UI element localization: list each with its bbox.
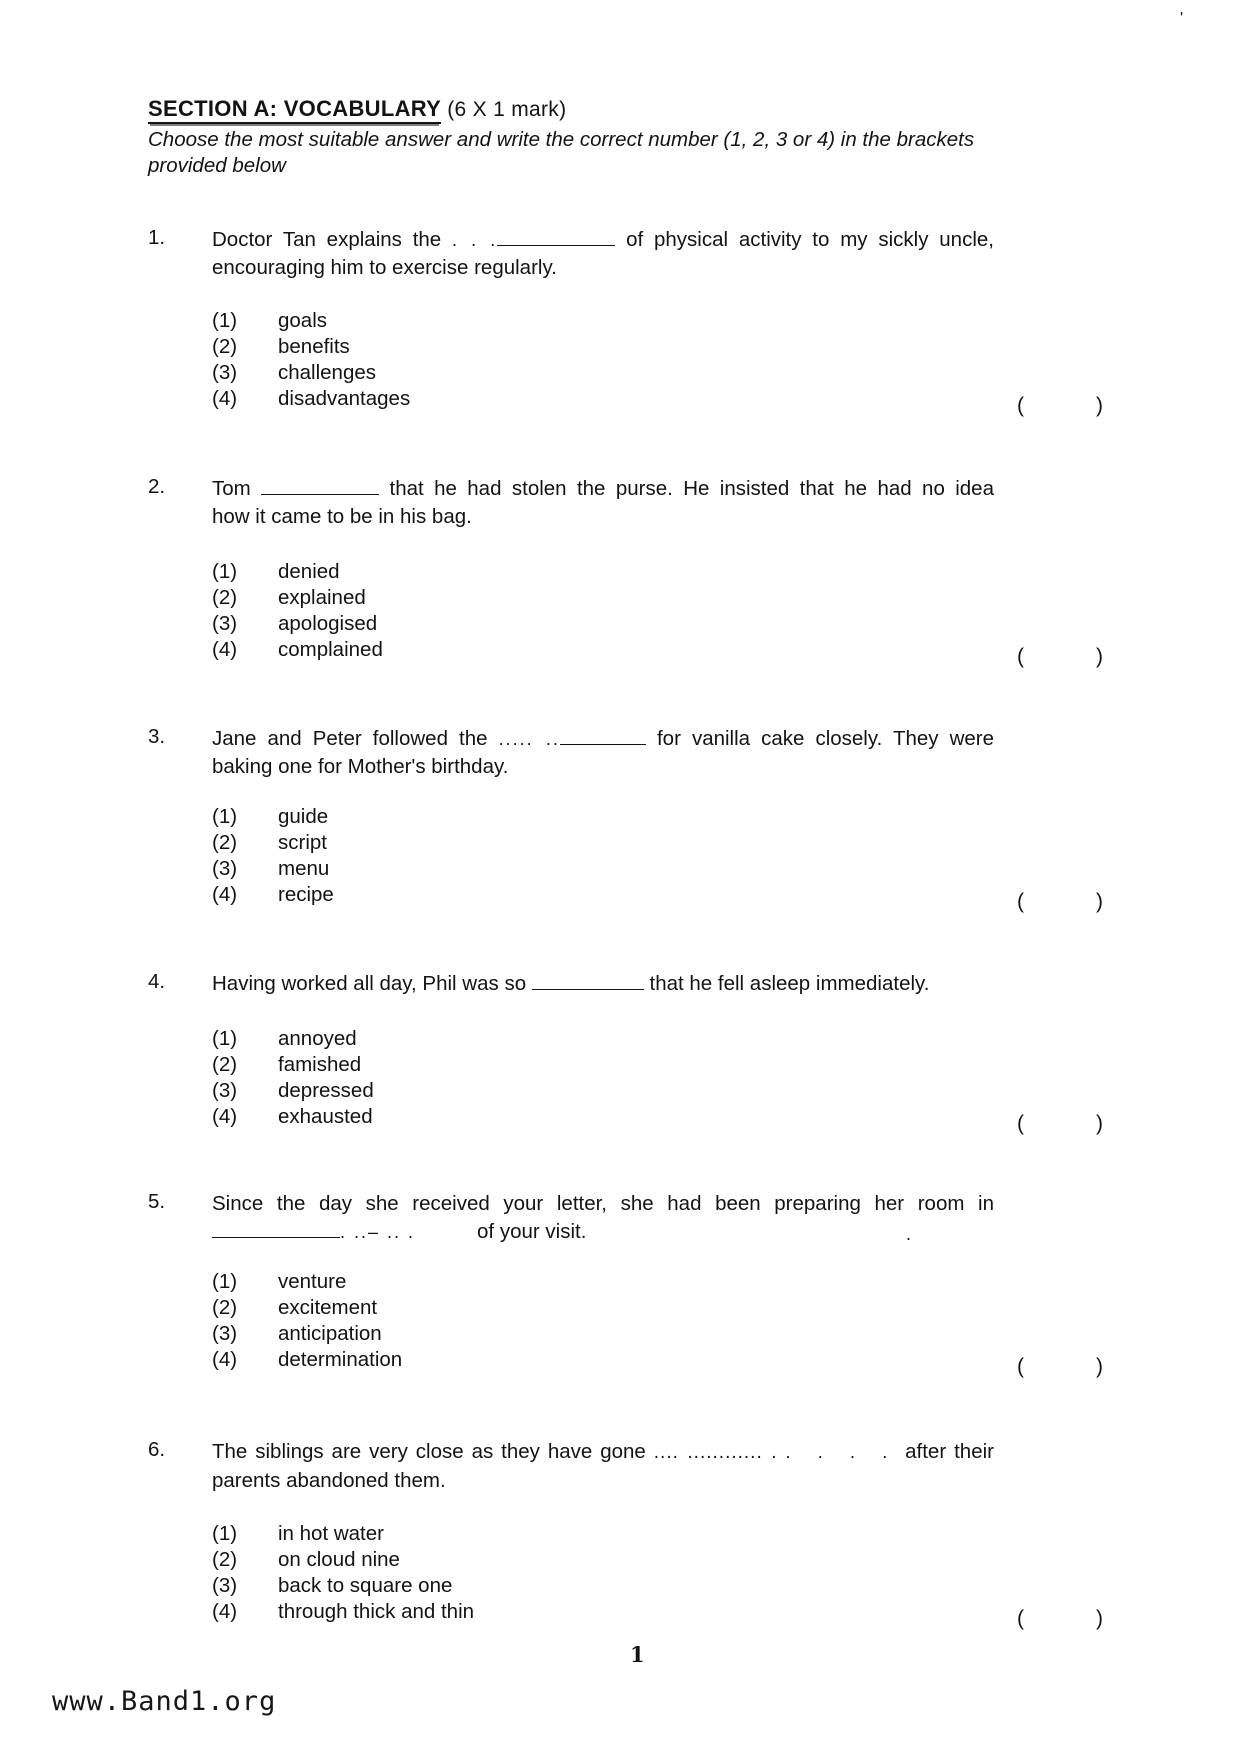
option-row <box>212 882 1103 913</box>
option-label: benefits <box>278 335 350 358</box>
question-3 <box>148 725 1103 913</box>
option-row <box>212 1573 1103 1599</box>
answer-bracket <box>1017 1606 1103 1632</box>
option-row <box>212 1052 1103 1078</box>
option-label: determination <box>278 1348 403 1371</box>
option-row <box>212 804 1103 830</box>
page-number: 1 <box>630 1642 645 1667</box>
option-number: (2) <box>212 335 238 358</box>
question-stem <box>212 1190 994 1246</box>
stem-text: of your visit. <box>477 1220 587 1243</box>
blank-dots: . . . <box>452 230 498 250</box>
stem-line2: parents abandoned them. <box>212 1469 446 1492</box>
option-row <box>212 386 1103 417</box>
option-label: depressed <box>278 1079 374 1102</box>
option-label: challenges <box>278 361 377 384</box>
options-list <box>212 559 1103 668</box>
question-stem <box>212 1438 994 1495</box>
stem-text: Having worked all day, Phil was so <box>212 972 527 995</box>
stem-line2 <box>212 1218 994 1246</box>
option-row <box>212 1269 1103 1295</box>
option-row <box>212 1347 1103 1378</box>
option-number: (2) <box>212 1296 238 1319</box>
bracket-open: ( <box>1017 1607 1024 1630</box>
stem-text: that he fell asleep immediately. <box>649 972 930 995</box>
instructions-line2: provided below <box>148 154 286 177</box>
stem-line2: how it came to be in his bag. <box>212 505 472 528</box>
option-number: (3) <box>212 857 238 880</box>
section-title-text: SECTION A: VOCABULARY <box>148 96 441 124</box>
option-label: through thick and thin <box>278 1600 475 1623</box>
option-number: (4) <box>212 638 238 661</box>
option-label: goals <box>278 309 328 332</box>
option-label: on cloud nine <box>278 1548 400 1571</box>
bracket-open: ( <box>1017 394 1024 417</box>
options-list <box>212 1026 1103 1135</box>
question-number: 4. <box>148 970 166 993</box>
answer-bracket <box>1017 1354 1103 1380</box>
option-label: excitement <box>278 1296 378 1319</box>
option-row <box>212 1547 1103 1573</box>
bracket-open: ( <box>1017 1355 1024 1378</box>
option-row <box>212 360 1103 386</box>
answer-bracket <box>1017 644 1103 670</box>
option-row <box>212 1295 1103 1321</box>
option-label: complained <box>278 638 383 661</box>
answer-blank <box>261 477 379 495</box>
option-row <box>212 1104 1103 1135</box>
question-number: 5. <box>148 1190 166 1213</box>
option-number: (2) <box>212 831 238 854</box>
question-5 <box>148 1190 1103 1378</box>
answer-blank <box>212 1220 340 1238</box>
question-stem <box>212 475 994 531</box>
stem-text: of physical activity to my sickly uncle, <box>626 228 994 251</box>
options-list <box>212 804 1103 913</box>
answer-bracket <box>1017 393 1103 419</box>
question-6 <box>148 1438 1103 1630</box>
stem-line2: encouraging him to exercise regularly. <box>212 256 557 279</box>
option-number: (3) <box>212 1574 238 1597</box>
section-title <box>148 96 566 122</box>
option-label: guide <box>278 805 329 828</box>
option-number: (2) <box>212 586 238 609</box>
option-number: (3) <box>212 612 238 635</box>
option-number: (1) <box>212 1270 238 1293</box>
bracket-open: ( <box>1017 890 1024 913</box>
blank-dots: .... ............ . <box>653 1442 778 1463</box>
bracket-open: ( <box>1017 1112 1024 1135</box>
instructions-line1: Choose the most suitable answer and write the correct number (1, 2, 3 or 4) in the brackets <box>148 128 975 151</box>
option-row <box>212 1321 1103 1347</box>
section-title-marks: (6 X 1 mark) <box>441 98 567 121</box>
options-list <box>212 308 1103 417</box>
option-row <box>212 611 1103 637</box>
question-number: 6. <box>148 1438 166 1461</box>
answer-blank <box>560 727 646 745</box>
option-number: (2) <box>212 1053 238 1076</box>
question-2 <box>148 475 1103 668</box>
option-row <box>212 637 1103 668</box>
bracket-close: ) <box>1096 1607 1103 1630</box>
blank-dots: . ..– .. . <box>340 1222 416 1242</box>
answer-blank <box>497 228 615 246</box>
section-instructions <box>148 127 1048 179</box>
bracket-close: ) <box>1096 890 1103 913</box>
answer-blank <box>532 972 644 990</box>
options-list <box>212 1269 1103 1378</box>
option-number: (4) <box>212 1105 238 1128</box>
question-stem <box>212 226 994 282</box>
stem-text: Doctor Tan explains the <box>212 228 442 251</box>
watermark-url: www.Band1.org <box>52 1686 277 1717</box>
option-number: (1) <box>212 309 238 332</box>
option-row <box>212 334 1103 360</box>
option-number: (3) <box>212 1322 238 1345</box>
option-label: apologised <box>278 612 378 635</box>
question-number: 2. <box>148 475 166 498</box>
option-row <box>212 856 1103 882</box>
option-number: (1) <box>212 1027 238 1050</box>
option-label: annoyed <box>278 1027 357 1050</box>
bracket-close: ) <box>1096 1112 1103 1135</box>
stem-text: Jane and Peter followed the <box>212 727 488 750</box>
blank-dots: ..... .. <box>498 729 560 749</box>
option-number: (3) <box>212 361 238 384</box>
stem-line2: baking one for Mother's birthday. <box>212 755 509 778</box>
option-number: (4) <box>212 387 238 410</box>
option-row <box>212 1599 1103 1630</box>
stem-text: The siblings are very close as they have gone <box>212 1440 646 1463</box>
answer-bracket <box>1017 1111 1103 1137</box>
option-number: (4) <box>212 1348 238 1371</box>
blank-sparse-dots: . . . . <box>785 1442 898 1462</box>
option-label: explained <box>278 586 366 609</box>
option-number: (2) <box>212 1548 238 1571</box>
stem-line1: Since the day she received your letter, she had been preparing her room in <box>212 1192 994 1215</box>
option-label: famished <box>278 1053 362 1076</box>
option-number: (1) <box>212 560 238 583</box>
option-row <box>212 559 1103 585</box>
option-row <box>212 830 1103 856</box>
question-stem <box>212 725 994 781</box>
stem-text: after their <box>905 1440 994 1463</box>
option-label: venture <box>278 1270 347 1293</box>
option-label: recipe <box>278 883 334 906</box>
question-1 <box>148 226 1103 417</box>
option-row <box>212 1078 1103 1104</box>
option-row <box>212 308 1103 334</box>
option-row <box>212 585 1103 611</box>
option-number: (4) <box>212 883 238 906</box>
question-number: 3. <box>148 725 166 748</box>
scan-corner-mark: ' <box>1180 10 1184 27</box>
stem-text: for vanilla cake closely. They were <box>656 727 994 750</box>
option-label: exhausted <box>278 1105 373 1128</box>
stem-text: Tom <box>212 477 251 500</box>
option-label: script <box>278 831 327 854</box>
bracket-close: ) <box>1096 1355 1103 1378</box>
question-stem <box>212 970 994 998</box>
option-number: (1) <box>212 805 238 828</box>
answer-bracket <box>1017 889 1103 915</box>
option-label: menu <box>278 857 330 880</box>
option-number: (4) <box>212 1600 238 1623</box>
option-label: denied <box>278 560 340 583</box>
option-number: (3) <box>212 1079 238 1102</box>
question-4 <box>148 970 1103 1135</box>
bracket-open: ( <box>1017 645 1024 668</box>
bracket-close: ) <box>1096 394 1103 417</box>
option-label: disadvantages <box>278 387 411 410</box>
stem-text: that he had stolen the purse. He insisted that he had no idea <box>389 477 994 500</box>
option-row <box>212 1521 1103 1547</box>
option-label: anticipation <box>278 1322 382 1345</box>
option-row <box>212 1026 1103 1052</box>
option-number: (1) <box>212 1522 238 1545</box>
scan-stray-dot: . <box>906 1224 912 1244</box>
options-list <box>212 1521 1103 1630</box>
option-label: in hot water <box>278 1522 384 1545</box>
question-number: 1. <box>148 226 166 249</box>
bracket-close: ) <box>1096 645 1103 668</box>
option-label: back to square one <box>278 1574 453 1597</box>
